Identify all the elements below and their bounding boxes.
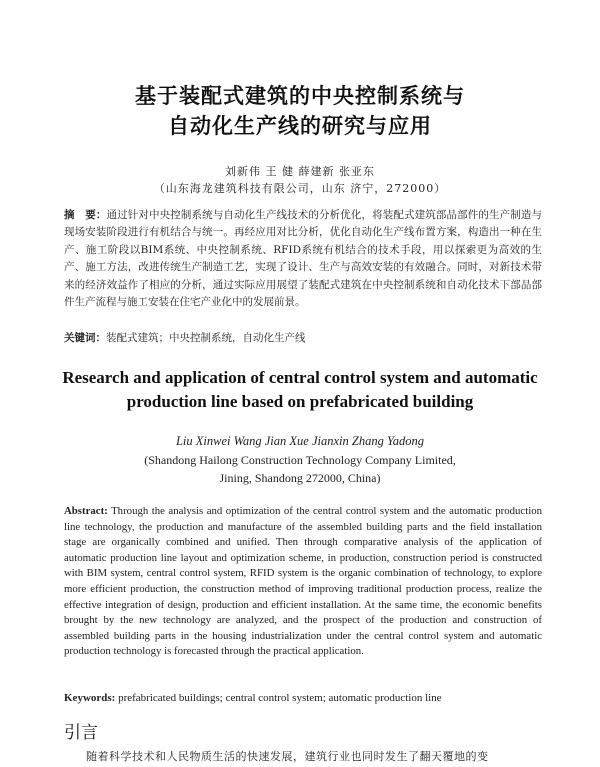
english-abstract-text: Through the analysis and optimization of the central control system and the automatic production line technology, the production and manufacture of the assembled building parts and the field installation stage are organically combined and unified. Then through comparative analysis of the application of automatic production line layout and optimization scheme, in production, construction period is constructed with BIM system, central control system, RFID system is the organic combination of technology, to explore more efficient production, the construction method of improving traditional production process, realize the effective integration of design, production and efficient installation. At the same time, the economic benefits brought by the new technology are analyzed, and the prospect of the production and construction of assembled building parts in the housing industrialization under the central control system and automatic production technology is forecasted through the practical application. bbox=[64, 505, 542, 658]
chinese-abstract-text: 通过针对中央控制系统与自动化生产线技术的分析优化，将装配式建筑部品部件的生产制造与现场安装阶段进行有机结合与统一。再经应用对比分析，优化自动化生产线布置方案，构造出一种在生产、施工阶段以BIM系统、中央控制系统、RFID系统有机结合的技术手段，用以探索更为高效的生产、施工方法，改进传统生产制造工艺，实现了设计、生产与高效安装的有效融合。同时，对新技术带来的经济效益作了相应的分析，通过实际应用展望了装配式建筑在中央控制系统和自动化技术下部品部件生产流程与施工安装在住宅产业化中的发展前景。 bbox=[64, 209, 542, 309]
english-affiliation bbox=[0, 451, 600, 487]
section-heading-introduction: 引言 bbox=[64, 723, 98, 743]
english-abstract-label: Abstract: bbox=[64, 505, 108, 517]
chinese-authors: 刘新伟 王 健 薛建新 张亚东 bbox=[225, 165, 375, 178]
introduction-first-line: 随着科学技术和人民物质生活的快速发展，建筑行业也同时发生了翻天覆地的变 bbox=[86, 750, 489, 763]
english-title bbox=[40, 366, 560, 414]
english-abstract bbox=[64, 504, 542, 660]
english-title-line-1: Research and application of central control system and automatic bbox=[62, 368, 538, 387]
chinese-affiliation: （山东海龙建筑科技有限公司，山东 济宁，272000） bbox=[153, 182, 447, 195]
chinese-title-line-2: 自动化生产线的研究与应用 bbox=[168, 114, 432, 138]
english-keywords-text: prefabricated buildings; central control system; automatic production line bbox=[118, 692, 442, 704]
english-authors: Liu Xinwei Wang Jian Xue Jianxin Zhang Yadong bbox=[175, 434, 425, 448]
chinese-abstract-label: 摘 要： bbox=[64, 209, 107, 221]
english-keywords-label: Keywords: bbox=[64, 692, 116, 704]
chinese-keywords bbox=[64, 330, 542, 346]
english-affiliation-line-2: Jining, Shandong 272000, China) bbox=[219, 471, 381, 485]
english-keywords bbox=[64, 692, 542, 704]
english-title-line-2: production line based on prefabricated building bbox=[126, 392, 474, 411]
english-affiliation-line-1: (Shandong Hailong Construction Technology Company Limited, bbox=[144, 453, 456, 467]
chinese-title-line-1: 基于装配式建筑的中央控制系统与 bbox=[135, 84, 465, 108]
chinese-abstract bbox=[64, 207, 542, 311]
chinese-keywords-label: 关键词： bbox=[64, 332, 106, 344]
chinese-keywords-text: 装配式建筑；中央控制系统，自动化生产线 bbox=[106, 332, 306, 344]
